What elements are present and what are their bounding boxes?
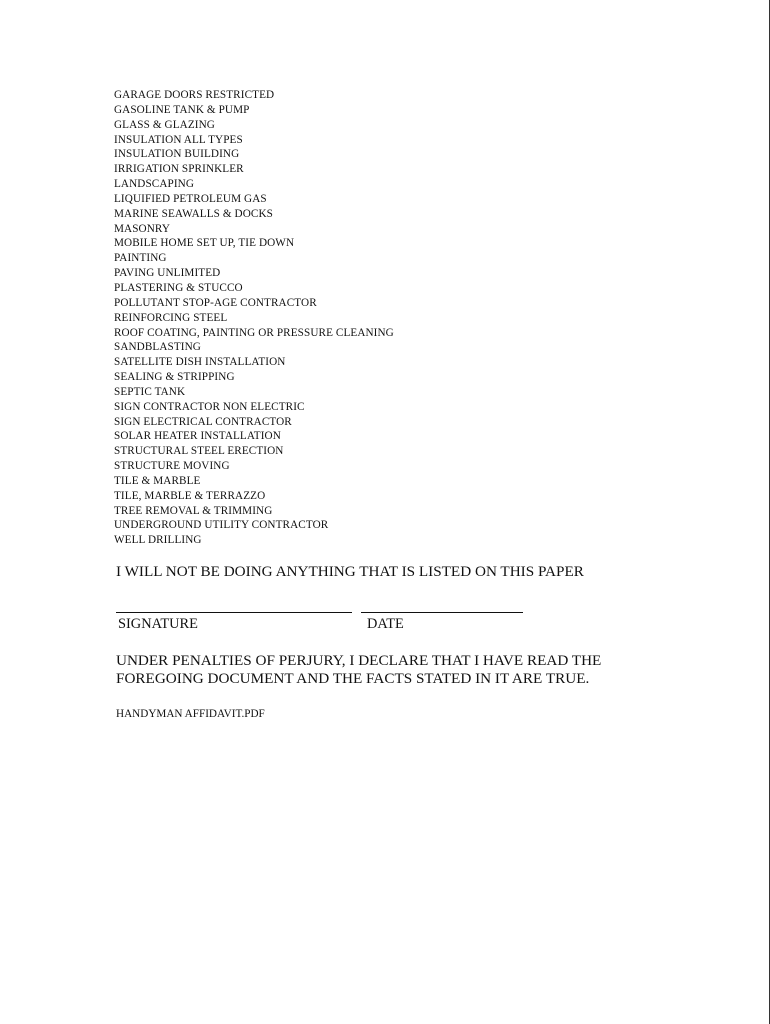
signature-label: SIGNATURE: [118, 616, 198, 632]
trade-item: PAINTING: [114, 252, 167, 265]
trade-item: ROOF COATING, PAINTING OR PRESSURE CLEANING: [114, 326, 394, 339]
trade-item: INSULATION ALL TYPES: [114, 133, 243, 146]
non-performance-statement: I WILL NOT BE DOING ANYTHING THAT IS LISTED ON THIS PAPER: [116, 563, 584, 580]
trade-item: SANDBLASTING: [114, 341, 201, 354]
perjury-declaration: [116, 652, 601, 687]
signature-line: [116, 612, 352, 613]
trade-item: SOLAR HEATER INSTALLATION: [114, 430, 281, 443]
trade-item: MOBILE HOME SET UP, TIE DOWN: [114, 237, 295, 250]
trade-item: STRUCTURAL STEEL ERECTION: [114, 445, 284, 458]
trade-item: TILE & MARBLE: [114, 474, 201, 487]
trade-item: TREE REMOVAL & TRIMMING: [114, 504, 273, 517]
trade-item: GLASS & GLAZING: [114, 118, 215, 131]
trade-item: SEALING & STRIPPING: [114, 371, 235, 384]
trade-item: SIGN ELECTRICAL CONTRACTOR: [114, 415, 292, 428]
document-filename: HANDYMAN AFFIDAVIT.PDF: [116, 708, 265, 720]
trade-item: GARAGE DOORS RESTRICTED: [114, 89, 275, 101]
trade-item: WELL DRILLING: [114, 534, 202, 547]
trade-item: REINFORCING STEEL: [114, 311, 228, 324]
trade-item: SEPTIC TANK: [114, 385, 186, 398]
trade-item: PLASTERING & STUCCO: [114, 281, 243, 294]
trade-item: MASONRY: [114, 222, 171, 235]
trade-item: LIQUIFIED PETROLEUM GAS: [114, 192, 267, 205]
trade-item: POLLUTANT STOP-AGE CONTRACTOR: [114, 296, 317, 309]
trade-item: IRRIGATION SPRINKLER: [114, 163, 244, 176]
declaration-line-2: FOREGOING DOCUMENT AND THE FACTS STATED IN IT ARE TRUE.: [116, 669, 590, 687]
trade-item: MARINE SEAWALLS & DOCKS: [114, 207, 273, 220]
trade-item: STRUCTURE MOVING: [114, 460, 230, 473]
trade-item: GASOLINE TANK & PUMP: [114, 103, 250, 116]
date-line: [361, 612, 523, 613]
trade-list: [114, 88, 394, 548]
trade-item: PAVING UNLIMITED: [114, 267, 221, 280]
declaration-line-1: UNDER PENALTIES OF PERJURY, I DECLARE THAT I HAVE READ THE: [116, 652, 602, 669]
trade-item: SATELLITE DISH INSTALLATION: [114, 356, 286, 369]
trade-item: LANDSCAPING: [114, 178, 195, 191]
trade-item: UNDERGROUND UTILITY CONTRACTOR: [114, 519, 329, 532]
trade-item: TILE, MARBLE & TERRAZZO: [114, 489, 266, 502]
trade-item: INSULATION BUILDING: [114, 148, 240, 161]
date-label: DATE: [367, 616, 404, 632]
trade-item: SIGN CONTRACTOR NON ELECTRIC: [114, 400, 305, 413]
